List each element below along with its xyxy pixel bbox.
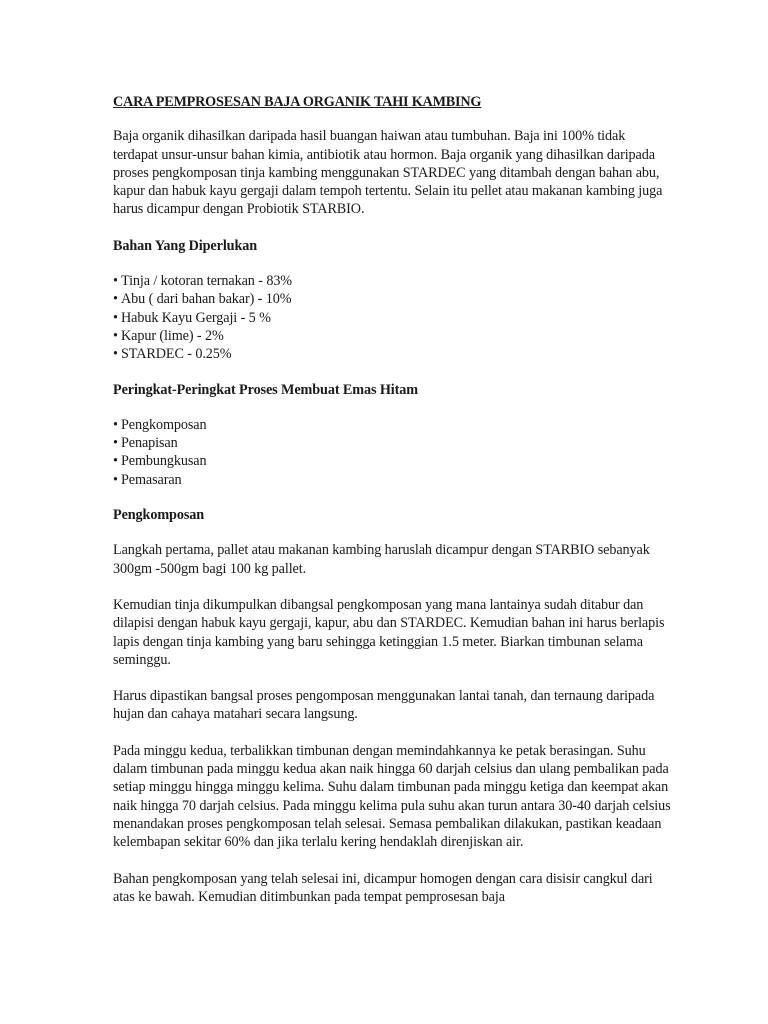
list-item bbox=[113, 345, 673, 363]
list-item bbox=[113, 272, 673, 290]
composting-heading: Pengkomposan bbox=[113, 507, 205, 524]
list-item-text: Abu ( dari bahan bakar) - 10% bbox=[121, 291, 292, 308]
list-item-text: Penapisan bbox=[121, 435, 178, 452]
composting-paragraph-2: Kemudian tinja dikumpulkan dibangsal pengkomposan yang mana lantainya sudah ditabur dan dilapisi dengan habuk kayu gergaji, kapur, abu dan STARDEC. Kemudian bahan ini harus berlapis lapis dengan tinja kambing yang baru sehingga ketinggian 1.5 meter. Biarkan timbunan selama seminggu. bbox=[113, 596, 665, 668]
bullet-icon: • bbox=[113, 291, 118, 308]
list-item bbox=[113, 471, 673, 489]
bullet-icon: • bbox=[113, 435, 118, 452]
list-item-text: Tinja / kotoran ternakan - 83% bbox=[121, 273, 293, 290]
list-item-text: Pembungkusan bbox=[121, 453, 207, 470]
bullet-icon: • bbox=[113, 273, 118, 290]
document-page bbox=[113, 93, 673, 906]
composting-paragraph-4: Pada minggu kedua, terbalikkan timbunan dengan memindahkannya ke petak berasingan. Suhu dalam timbunan pada minggu kedua akan naik hingga 60 darjah celsius dan ulang pembalikan pada setiap minggu hingga minggu kelima. Suhu dalam timbunan pada minggu ketiga dan keempat akan naik hingga 70 darjah celsius. Pada minggu kelima pula suhu akan turun antara 30-40 darjah celsius menandakan proses pengkomposan telah selesai. Semasa pembalikan dilakukan, pastikan keadaan kelembapan sekitar 60% dan jika terlalu kering hendaklah direnjiskan air. bbox=[113, 742, 671, 851]
stages-heading: Peringkat-Peringkat Proses Membuat Emas Hitam bbox=[113, 381, 418, 398]
bullet-icon: • bbox=[113, 471, 118, 488]
list-item-text: STARDEC - 0.25% bbox=[121, 346, 232, 363]
list-item bbox=[113, 434, 673, 452]
list-item bbox=[113, 452, 673, 470]
intro-paragraph: Baja organik dihasilkan daripada hasil buangan haiwan atau tumbuhan. Baja ini 100% tidak terdapat unsur-unsur bahan kimia, antibiotik atau hormon. Baja organik yang dihasilkan daripada proses pengkomposan tinja kambing menggunakan STARDEC yang ditambah dengan bahan abu, kapur dan habuk kayu gergaji dalam tempoh tertentu. Selain itu pellet atau makanan kambing juga harus dicampur dengan Probiotik STARBIO. bbox=[113, 128, 663, 218]
list-item-text: Kapur (lime) - 2% bbox=[121, 327, 224, 344]
list-item-text: Pemasaran bbox=[121, 471, 182, 488]
list-item bbox=[113, 309, 673, 327]
materials-list bbox=[113, 272, 673, 363]
bullet-icon: • bbox=[113, 309, 118, 326]
stages-list bbox=[113, 416, 673, 489]
composting-paragraph-5: Bahan pengkomposan yang telah selesai ini, dicampur homogen dengan cara disisir cangkul dari atas ke bawah. Kemudian ditimbunkan pada tempat pemprosesan baja bbox=[113, 870, 653, 905]
composting-paragraph-1: Langkah pertama, pallet atau makanan kambing haruslah dicampur dengan STARBIO sebanyak 300gm -500gm bagi 100 kg pallet. bbox=[113, 542, 650, 577]
bullet-icon: • bbox=[113, 453, 118, 470]
materials-heading: Bahan Yang Diperlukan bbox=[113, 237, 258, 254]
list-item bbox=[113, 290, 673, 308]
bullet-icon: • bbox=[113, 346, 118, 363]
document-title: CARA PEMPROSESAN BAJA ORGANIK TAHI KAMBING bbox=[113, 94, 482, 110]
list-item bbox=[113, 327, 673, 345]
bullet-icon: • bbox=[113, 416, 118, 433]
list-item-text: Pengkomposan bbox=[121, 416, 207, 433]
bullet-icon: • bbox=[113, 327, 118, 344]
list-item-text: Habuk Kayu Gergaji - 5 % bbox=[121, 309, 271, 326]
list-item bbox=[113, 416, 673, 434]
composting-paragraph-3: Harus dipastikan bangsal proses pengomposan menggunakan lantai tanah, dan ternaung daripada hujan dan cahaya matahari secara langsung. bbox=[113, 688, 655, 723]
